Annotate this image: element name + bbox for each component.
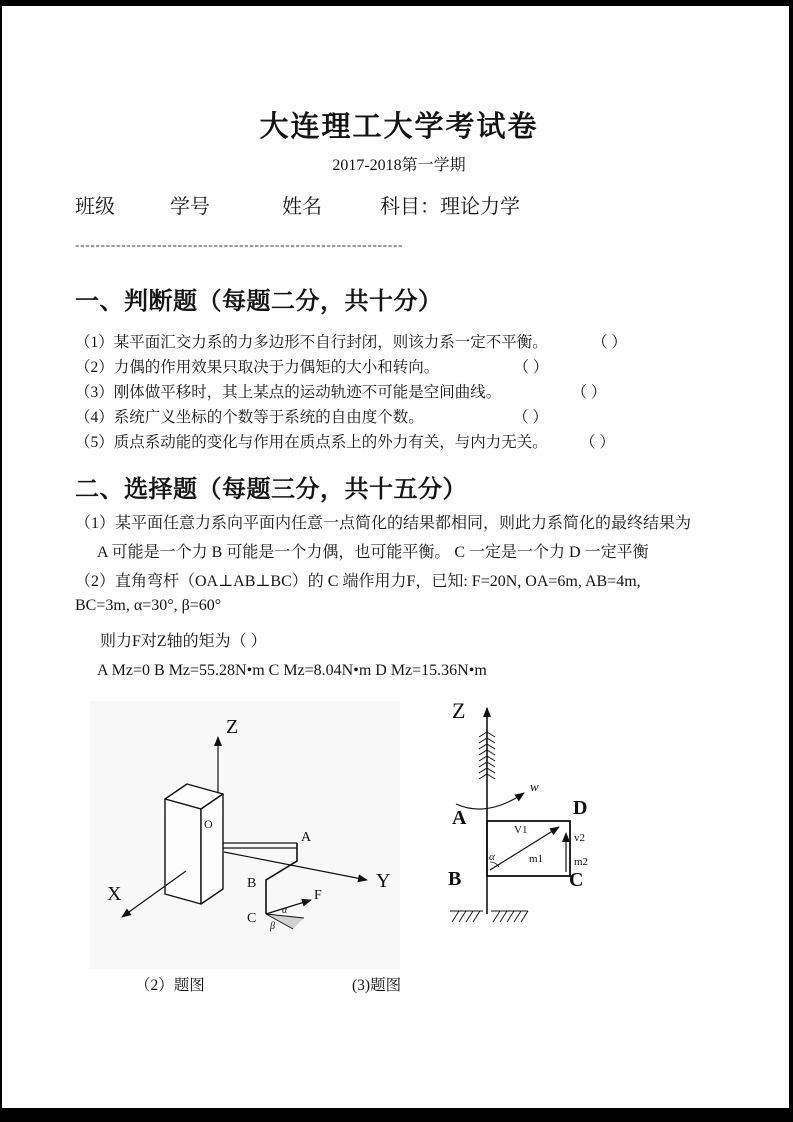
class-label: 班级 xyxy=(75,196,115,218)
choice-q2-prompt: 则力F对Z轴的矩为（ ） xyxy=(100,633,267,650)
alpha-label: α xyxy=(282,905,288,916)
figures-area xyxy=(75,688,723,1008)
semester-subtitle: 2017-2018第一学期 xyxy=(332,157,466,174)
z-axis-label: Z xyxy=(452,698,466,723)
ground-support xyxy=(450,911,528,922)
point-b-label: B xyxy=(448,868,462,890)
section-judgment-title: 一、判断题（每题二分，共十分） xyxy=(75,289,443,315)
x-axis-label: X xyxy=(107,883,122,905)
y-axis-label: Y xyxy=(376,870,391,892)
z-axis-label: Z xyxy=(226,716,239,738)
choice-q1-options: A 可能是一个力 B 可能是一个力偶，也可能平衡。 C 一定是一个力 D 一定平衡 xyxy=(97,544,649,561)
figure-q3-caption: (3)题图 xyxy=(352,977,402,994)
v2-label: v2 xyxy=(574,832,585,844)
force-f xyxy=(266,888,322,932)
answer-blank: （ ） xyxy=(579,384,607,401)
choice-q2-line2: BC=3m, α=30°, β=60° xyxy=(75,597,222,614)
judgment-item-text: （5）质点系动能的变化与作用在质点系上的外力有关，与内力无关。 xyxy=(75,434,548,451)
judgment-item-text: （3）刚体做平移时，其上某点的运动轨迹不可能是空间曲线。 xyxy=(75,384,502,401)
judgment-item-1 xyxy=(75,330,723,355)
student-id-label: 学号 xyxy=(170,196,210,218)
name-label: 姓名 xyxy=(282,196,322,218)
judgment-item-4 xyxy=(75,405,723,430)
page-title: 大连理工大学考试卷 xyxy=(259,111,539,143)
judgment-item-5 xyxy=(75,430,723,455)
v1-label: V1 xyxy=(514,824,528,836)
figure-q3-diagram xyxy=(430,686,650,931)
point-c-label: C xyxy=(569,869,584,891)
judgment-item-text: （2）力偶的作用效果只取决于力偶矩的大小和转向。 xyxy=(75,359,440,376)
exam-page xyxy=(2,6,789,1108)
judgment-item-text: （1）某平面汇交力系的力多边形不自行封闭，则该力系一定不平衡。 xyxy=(75,334,548,351)
omega-label: w xyxy=(530,779,539,794)
judgment-items xyxy=(75,330,723,455)
choice-q1-text: （1）某平面任意力系向平面内任意一点简化的结果都相同，则此力系简化的最终结果为 xyxy=(75,515,692,532)
point-c-label: C xyxy=(247,911,257,926)
choice-q2-options: A Mz=0 B Mz=55.28N•m C Mz=8.04N•m D Mz=15.36N•m xyxy=(97,662,487,679)
m1-label: m1 xyxy=(529,853,544,865)
point-a-label: A xyxy=(452,807,467,829)
beta-label: β xyxy=(270,921,275,932)
judgment-item-3 xyxy=(75,380,723,405)
dashed-divider: ---------------------------------------------------------------- xyxy=(75,237,404,252)
answer-blank: （ ） xyxy=(521,359,549,376)
plate-rect xyxy=(487,821,570,876)
point-b-label: B xyxy=(247,876,257,891)
wall-block xyxy=(165,784,223,904)
answer-blank: （ ） xyxy=(599,334,627,351)
point-a-label: A xyxy=(301,830,312,845)
figure-q2-diagram xyxy=(90,701,400,969)
force-f-label: F xyxy=(314,888,322,903)
alpha-label: α xyxy=(489,851,495,863)
m2-label: m2 xyxy=(574,856,589,868)
judgment-item-text: （4）系统广义坐标的个数等于系统的自由度个数。 xyxy=(75,409,424,426)
answer-blank: （ ） xyxy=(520,409,548,426)
figure-q2-caption: （2）题图 xyxy=(135,977,205,994)
point-d-label: D xyxy=(573,797,588,819)
section-choice-title: 二、选择题（每题三分，共十五分） xyxy=(75,477,467,503)
subject-label: 科目：理论力学 xyxy=(380,196,520,218)
origin-label: O xyxy=(204,817,213,831)
answer-blank: （ ） xyxy=(587,434,615,451)
student-info-row xyxy=(75,190,723,219)
judgment-item-2 xyxy=(75,355,723,380)
choice-q2-line1: （2）直角弯杆（OA⊥AB⊥BC）的 C 端作用力F，已知: F=20N, OA=6m, AB=4m, xyxy=(75,573,641,590)
